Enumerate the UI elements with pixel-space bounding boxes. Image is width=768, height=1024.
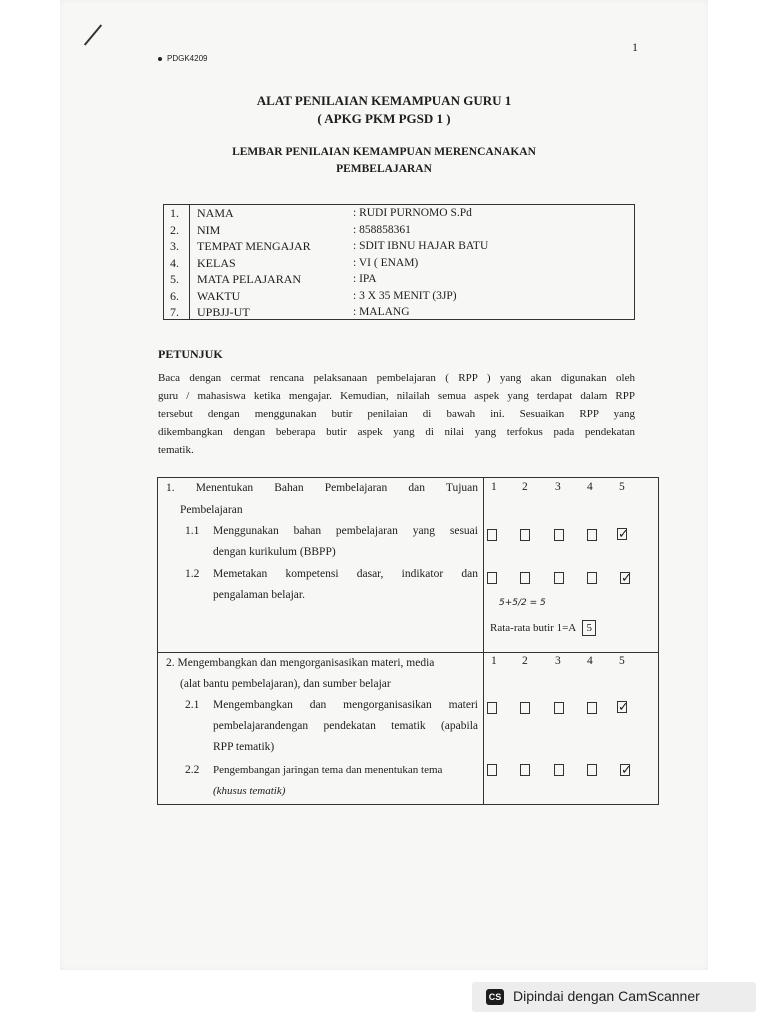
item-number: 1.1 bbox=[185, 525, 200, 537]
scale-label: 3 bbox=[555, 655, 561, 667]
row-number: 3. bbox=[170, 239, 179, 253]
score-checkbox-checked[interactable]: ✓ bbox=[618, 527, 629, 542]
instructions-line: Baca dengan cermat rencana pelaksanaan pembelajaran ( RPP ) yang akan digunakan oleh bbox=[158, 372, 635, 384]
identity-table bbox=[163, 204, 635, 320]
scale-label: 4 bbox=[587, 655, 593, 667]
row-label: WAKTU bbox=[197, 288, 241, 303]
score-checkbox[interactable] bbox=[587, 529, 597, 541]
camscanner-text: Dipindai dengan CamScanner bbox=[513, 988, 700, 1004]
camscanner-watermark bbox=[472, 982, 756, 1012]
instructions-heading: PETUNJUK bbox=[158, 347, 223, 361]
score-checkbox-checked[interactable]: ✓ bbox=[621, 763, 632, 778]
item-text: pengalaman belajar. bbox=[213, 589, 305, 601]
camscanner-logo-icon: CS bbox=[486, 989, 504, 1005]
scale-label: 5 bbox=[619, 655, 625, 667]
section-divider bbox=[158, 652, 658, 653]
row-label: KELAS bbox=[197, 255, 236, 270]
score-checkbox[interactable] bbox=[487, 764, 497, 776]
item-text: Mengembangkan dan mengorganisasikan materi bbox=[213, 699, 478, 711]
score-checkbox[interactable] bbox=[554, 702, 564, 714]
instructions-paragraph bbox=[158, 369, 635, 459]
row-number: 2. bbox=[170, 222, 179, 237]
document-subtitle: ( APKG PKM PGSD 1 ) bbox=[317, 111, 451, 126]
identity-row bbox=[164, 271, 634, 288]
row-number: 7. bbox=[170, 305, 179, 319]
sheet-title-line2: PEMBELAJARAN bbox=[336, 163, 432, 175]
scale-label: 4 bbox=[587, 481, 593, 493]
row-value: : IPA bbox=[353, 273, 377, 285]
score-checkbox[interactable] bbox=[520, 572, 530, 584]
score-checkbox[interactable] bbox=[587, 764, 597, 776]
instructions-line: tersebut dengan menggunakan butir penilaian di bawah ini. Sesuaikan RPP yang bbox=[158, 408, 635, 420]
handwritten-formula: 5+5/2 = 5 bbox=[499, 598, 546, 608]
item-text: Memetakan kompetensi dasar, indikator dan bbox=[213, 568, 478, 580]
row-number: 6. bbox=[170, 288, 179, 303]
row-value: : RUDI PURNOMO S.Pd bbox=[353, 207, 472, 219]
scale-label: 3 bbox=[555, 481, 561, 493]
score-checkbox[interactable] bbox=[520, 702, 530, 714]
item-number: 1.2 bbox=[185, 568, 200, 580]
score-checkbox[interactable] bbox=[587, 702, 597, 714]
instructions-line: dikembangkan dengan beberapa butir aspek yang di nilai yang terfokus pada pendekatan bbox=[158, 426, 635, 438]
row-label: NAMA bbox=[197, 206, 234, 220]
assessment-table bbox=[157, 477, 659, 805]
score-checkbox[interactable] bbox=[487, 572, 497, 584]
item-number: 2.1 bbox=[185, 699, 200, 711]
row-label: TEMPAT MENGAJAR bbox=[197, 239, 311, 253]
scale-label: 1 bbox=[491, 655, 497, 667]
scale-label: 1 bbox=[491, 481, 497, 493]
score-checkbox[interactable] bbox=[587, 572, 597, 584]
identity-row bbox=[164, 255, 634, 272]
identity-row bbox=[164, 288, 634, 305]
average-value: 5 bbox=[582, 620, 596, 636]
row-label: UPBJJ-UT bbox=[197, 305, 250, 319]
score-checkbox[interactable] bbox=[554, 764, 564, 776]
score-checkbox[interactable] bbox=[487, 529, 497, 541]
section2-heading-cont: (alat bantu pembelajaran), dan sumber belajar bbox=[180, 678, 391, 690]
row-value: : MALANG bbox=[353, 306, 410, 318]
average-label-text: Rata-rata butir 1=A bbox=[490, 622, 577, 634]
score-checkbox[interactable] bbox=[520, 764, 530, 776]
column-divider bbox=[483, 478, 484, 804]
document-code-text: PDGK4209 bbox=[167, 54, 208, 63]
sheet-title-line1: LEMBAR PENILAIAN KEMAMPUAN MERENCANAKAN bbox=[232, 146, 536, 158]
identity-row bbox=[164, 205, 634, 222]
score-checkbox[interactable] bbox=[520, 529, 530, 541]
score-checkbox-checked[interactable]: ✓ bbox=[621, 571, 632, 586]
row-number: 5. bbox=[170, 272, 179, 286]
identity-row bbox=[164, 238, 634, 255]
item-text: Menggunakan bahan pembelajaran yang sesuai bbox=[213, 525, 478, 537]
scale-label: 2 bbox=[522, 481, 528, 493]
item-text: Pengembangan jaringan tema dan menentukan tema bbox=[213, 764, 443, 776]
row-value: : 858858361 bbox=[353, 223, 411, 236]
average-label bbox=[490, 619, 596, 637]
instructions-line: guru / mahasiswa ketika mengajar. Kemudian, nilailah semua aspek yang terdapat dalam RPP bbox=[158, 390, 635, 402]
score-checkbox[interactable] bbox=[487, 702, 497, 714]
row-value: : VI ( ENAM) bbox=[353, 256, 419, 269]
bullet-icon bbox=[158, 57, 162, 61]
instructions-line: tematik. bbox=[158, 444, 194, 456]
section1-heading: 1. Menentukan Bahan Pembelajaran dan Tujuan bbox=[166, 482, 478, 494]
item-text: dengan kurikulum (BBPP) bbox=[213, 546, 336, 558]
score-checkbox[interactable] bbox=[554, 572, 564, 584]
identity-row bbox=[164, 222, 634, 239]
document-code bbox=[158, 54, 207, 63]
score-checkbox[interactable] bbox=[554, 529, 564, 541]
item-text: RPP tematik) bbox=[213, 741, 275, 753]
row-label: NIM bbox=[197, 222, 221, 237]
row-number: 1. bbox=[170, 206, 179, 220]
page-number: 1 bbox=[632, 40, 638, 54]
item-text: pembelajarandengan pendekatan tematik (apabila bbox=[213, 720, 478, 732]
row-label: MATA PELAJARAN bbox=[197, 272, 302, 286]
document-title: ALAT PENILAIAN KEMAMPUAN GURU 1 bbox=[256, 93, 512, 108]
section2-heading: 2. Mengembangkan dan mengorganisasikan materi, media bbox=[166, 657, 435, 669]
scale-label: 2 bbox=[522, 655, 528, 667]
identity-row bbox=[164, 304, 634, 321]
row-value: : 3 X 35 MENIT (3JP) bbox=[353, 289, 457, 302]
section1-heading-cont: Pembelajaran bbox=[180, 504, 243, 516]
score-checkbox-checked[interactable]: ✓ bbox=[618, 700, 629, 715]
scale-label: 5 bbox=[619, 481, 625, 493]
row-value: : SDIT IBNU HAJAR BATU bbox=[353, 240, 489, 252]
row-number: 4. bbox=[170, 255, 179, 270]
item-text: (khusus tematik) bbox=[213, 785, 286, 797]
item-number: 2.2 bbox=[185, 764, 200, 776]
